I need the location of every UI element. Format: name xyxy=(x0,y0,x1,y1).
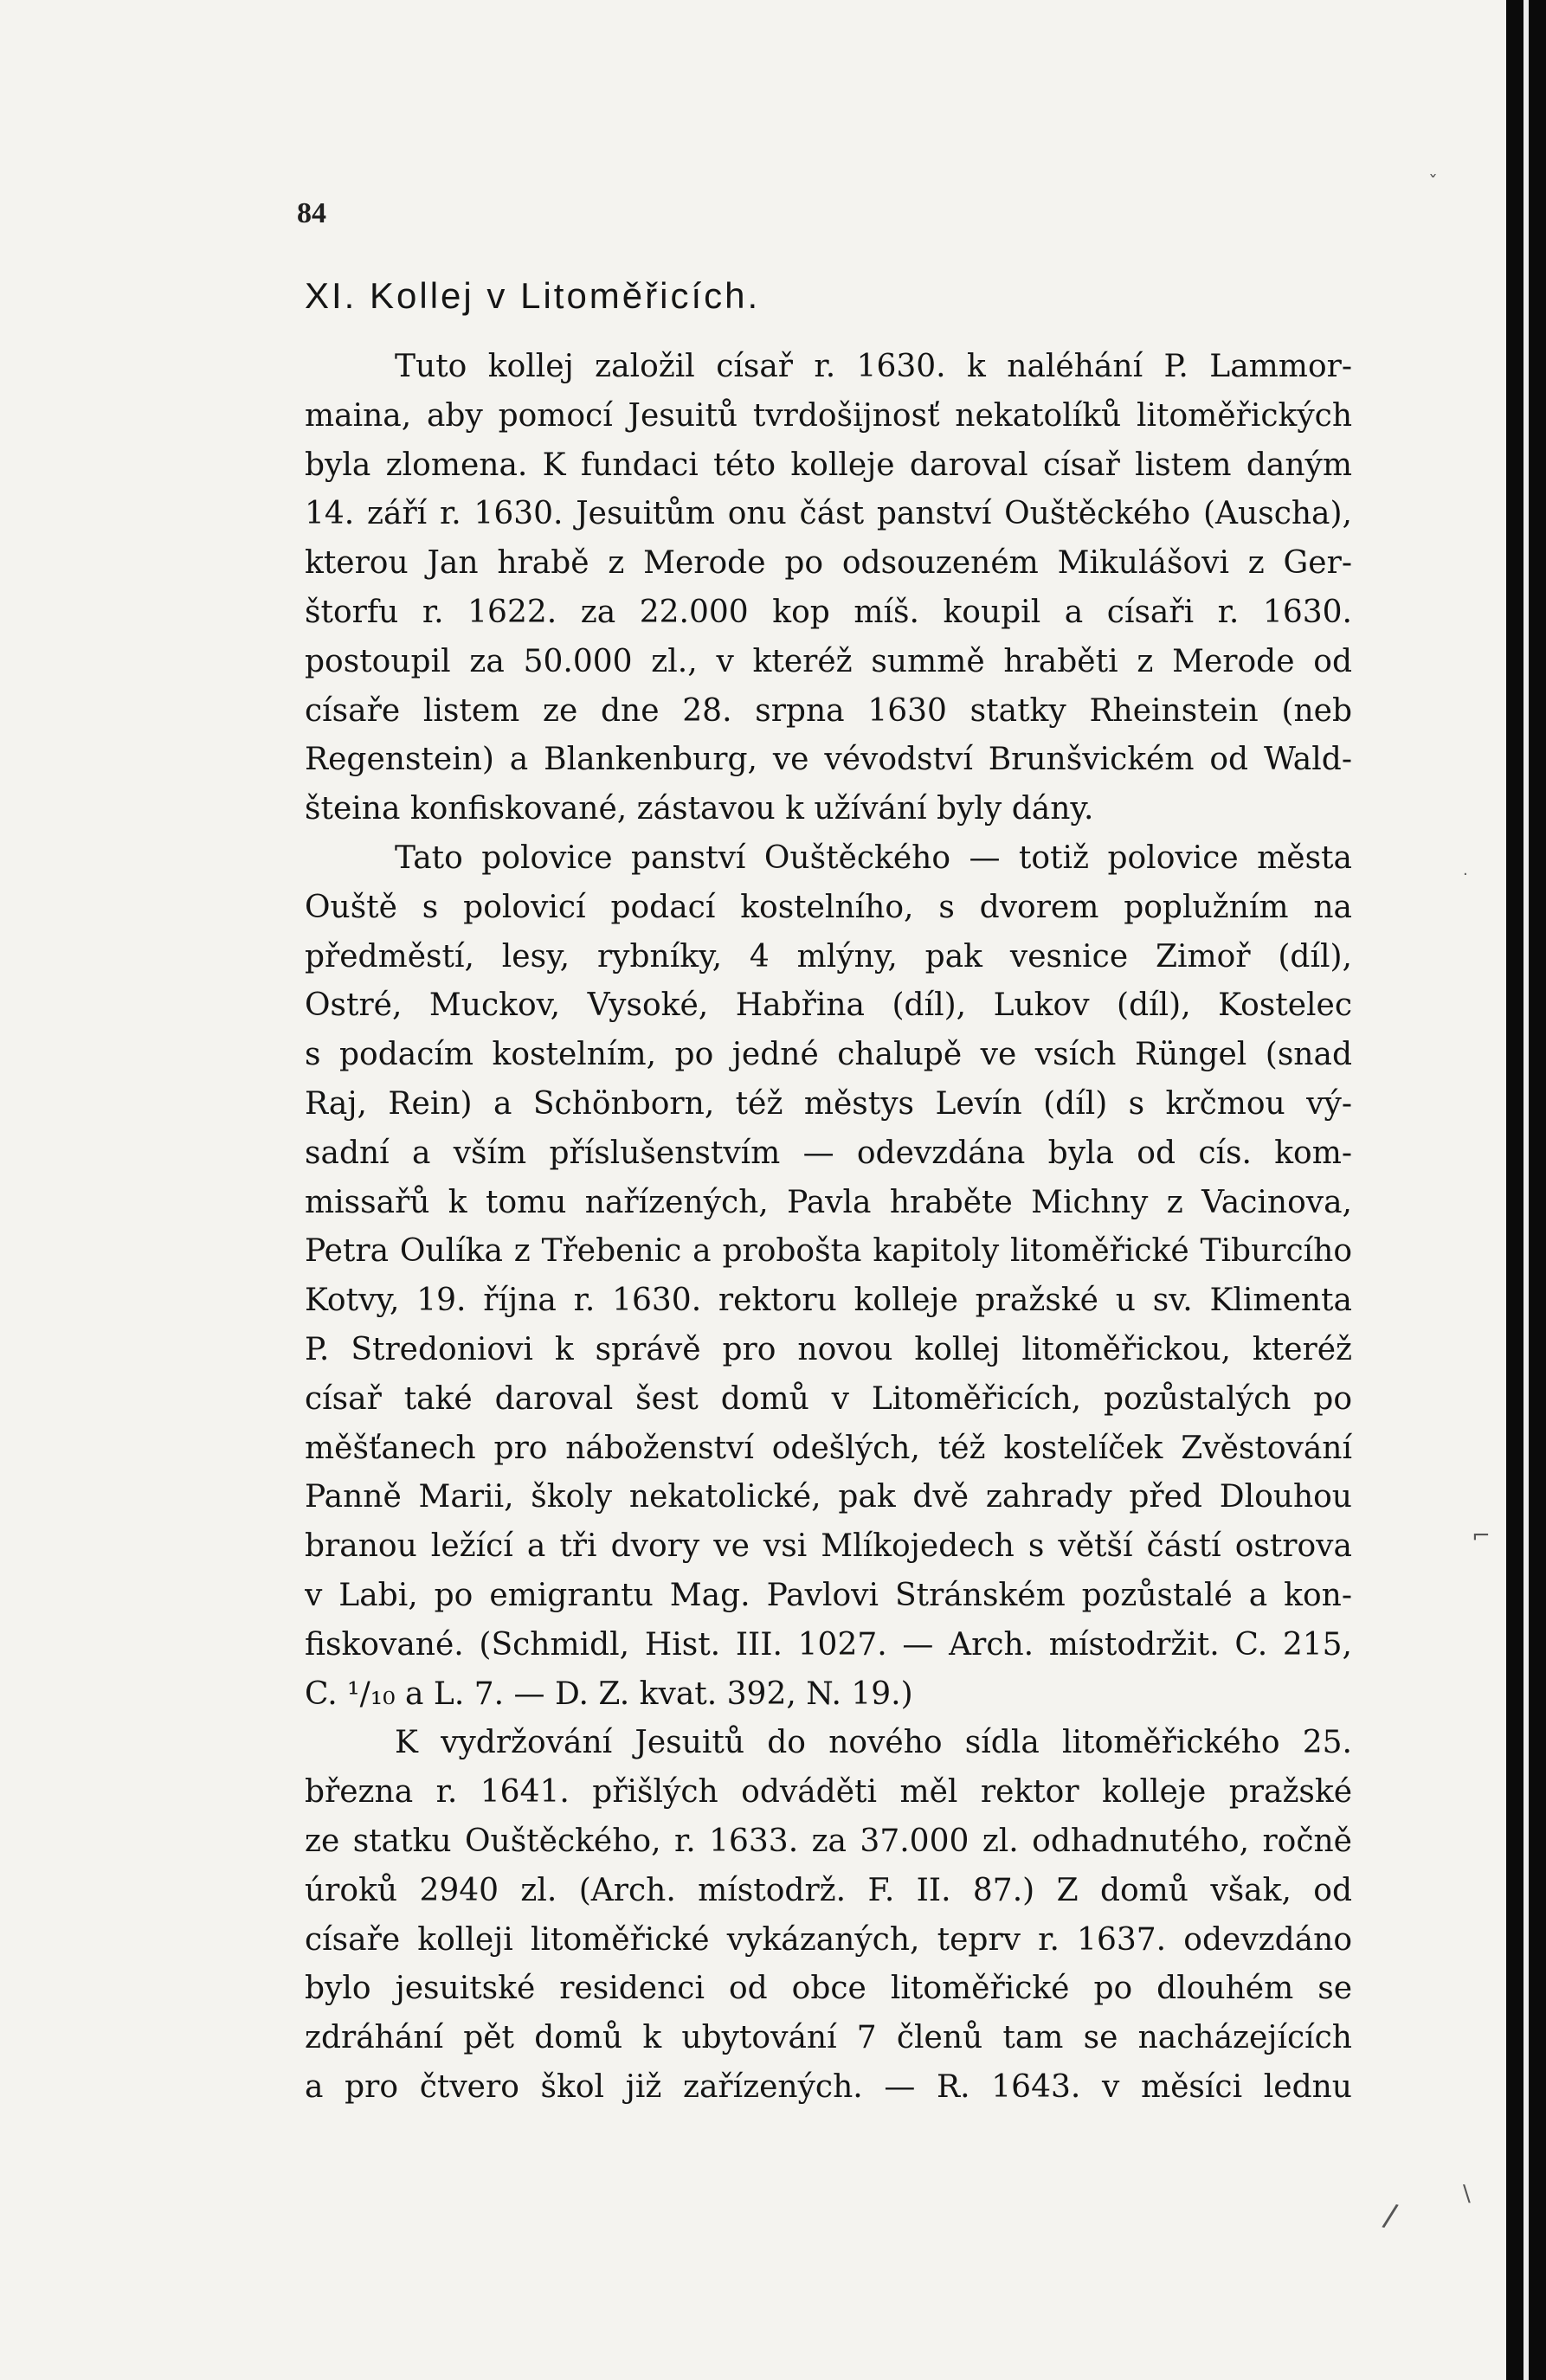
text-line: císaře listem ze dne 28. srpna 1630 statky Rheinstein (neb xyxy=(305,692,1352,729)
text-line: v Labi, po emigrantu Mag. Pavlovi Stránském pozůstalé a kon- xyxy=(305,1577,1352,1613)
page-number: 84 xyxy=(297,197,326,229)
text-line: ze statku Ouštěckého, r. 1633. za 37.000 zl. odhadnutého, ročně xyxy=(305,1823,1352,1859)
text-line: Panně Marii, školy nekatolické, pak dvě zahrady před Dlouhou xyxy=(305,1479,1352,1515)
text-line: zdráhání pět domů k ubytování 7 členů tam se nacházejících xyxy=(305,2020,1352,2056)
scan-binding-line xyxy=(1523,0,1529,2380)
text-line: postoupil za 50.000 zl., v kteréž summě hraběti z Merode od xyxy=(305,643,1352,679)
scan-speck: · xyxy=(1463,865,1468,884)
text-line: Tato polovice panství Ouštěckého — totiž polovice města xyxy=(395,839,1352,876)
text-line: šteina konfiskované, zástavou k užívání byly dány. xyxy=(305,791,1094,827)
text-line: Tuto kollej založil císař r. 1630. k naléhání P. Lammor- xyxy=(395,349,1352,384)
text-line: Kotvy, 19. října r. 1630. rektoru kolleje pražské u sv. Klimenta xyxy=(305,1283,1352,1319)
text-line: s podacím kostelním, po jedné chalupě ve vsích Rüngel (snad xyxy=(305,1037,1352,1073)
text-line: a pro čtvero škol již zařízených. — R. 1643. v měsíci lednu xyxy=(305,2068,1352,2105)
text-line: Petra Oulíka z Třebenic a probošta kapitoly litoměřické Tiburcího xyxy=(305,1233,1352,1270)
text-line: štorfu r. 1622. za 22.000 kop míš. koupil a císaři r. 1630. xyxy=(305,594,1352,630)
scan-speck: ˇ xyxy=(1428,173,1438,195)
text-line: byla zlomena. K fundaci této kolleje daroval císař listem daným xyxy=(305,447,1352,483)
text-line: předměstí, lesy, rybníky, 4 mlýny, pak vesnice Zimoř (díl), xyxy=(305,938,1352,975)
body-text xyxy=(305,343,1352,2113)
text-line: maina, aby pomocí Jesuitů tvrdošijnosť nekatolíků litoměřických xyxy=(305,397,1352,434)
text-line: 14. září r. 1630. Jesuitům onu část panství Ouštěckého (Auscha), xyxy=(305,496,1352,532)
scan-speck: / xyxy=(1380,2197,1401,2235)
text-line: měšťanech pro náboženství odešlých, též kostelíček Zvěstování xyxy=(305,1430,1352,1466)
text-line: fiskované. (Schmidl, Hist. III. 1027. — Arch. místodržit. C. 215, xyxy=(305,1626,1352,1663)
text-line: Ouště s polovicí podací kostelního, s dvorem poplužním na xyxy=(305,889,1352,925)
scan-speck: \ xyxy=(1463,2181,1471,2207)
text-line: missařů k tomu nařízených, Pavla hraběte Michny z Vacinova, xyxy=(305,1184,1352,1220)
text-line: úroků 2940 zl. (Arch. místodrž. F. II. 87.) Z domů však, od xyxy=(305,1872,1352,1908)
chapter-title: XI. Kollej v Litoměřicích. xyxy=(305,275,761,316)
text-line: kterou Jan hrabě z Merode po odsouzeném Mikulášovi z Ger- xyxy=(305,545,1352,582)
text-line: března r. 1641. přišlých odváděti měl rektor kolleje pražské xyxy=(305,1774,1352,1811)
text-line: Ostré, Muckov, Vysoké, Habřina (díl), Lukov (díl), Kostelec xyxy=(305,987,1352,1024)
text-line: P. Stredoniovi k správě pro novou kollej litoměřickou, kteréž xyxy=(305,1331,1352,1367)
text-line: Raj, Rein) a Schönborn, též městys Levín (díl) s krčmou vý- xyxy=(305,1085,1352,1122)
text-line: K vydržování Jesuitů do nového sídla litoměřického 25. xyxy=(395,1725,1352,1761)
text-line: císař také daroval šest domů v Litoměřicích, pozůstalých po xyxy=(305,1380,1352,1417)
text-line: sadní a vším příslušenstvím — odevzdána byla od cís. kom- xyxy=(305,1135,1352,1171)
scan-speck: ⌐ xyxy=(1472,1523,1491,1549)
text-line: branou ležící a tři dvory ve vsi Mlíkojedech s větší částí ostrova xyxy=(305,1528,1352,1565)
text-line: Regenstein) a Blankenburg, ve vévodství Brunšvickém od Wald- xyxy=(305,742,1352,778)
text-line: bylo jesuitské residenci od obce litoměřické po dlouhém se xyxy=(305,1971,1352,2007)
text-line: C. ¹/₁₀ a L. 7. — D. Z. kvat. 392, N. 19.) xyxy=(305,1676,913,1712)
text-line: císaře kolleji litoměřické vykázaných, teprv r. 1637. odevzdáno xyxy=(305,1921,1352,1958)
